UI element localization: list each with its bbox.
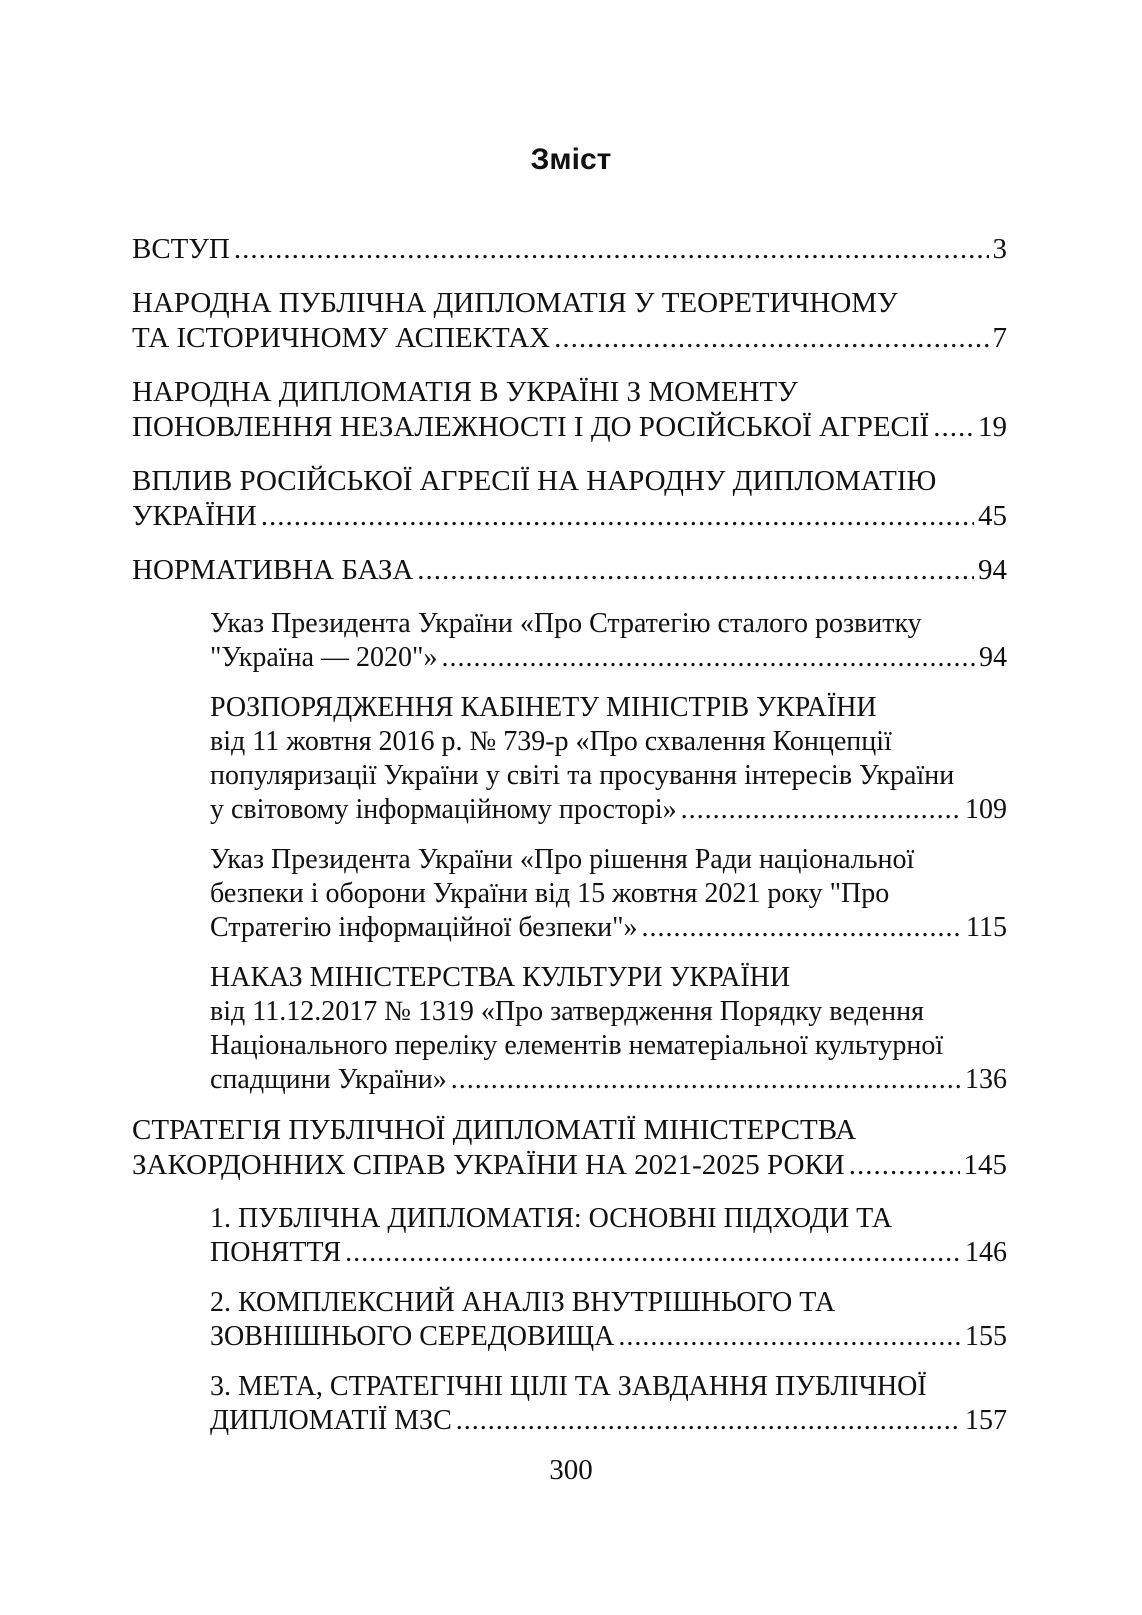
toc-entry-line: ДИПЛОМАТІЇ МЗС [210, 1405, 452, 1436]
toc-entry-line: ЗАКОРДОННИХ СПРАВ УКРАЇНИ НА 2021-2025 РОКИ [132, 1149, 845, 1181]
toc-entry-line: ПОНОВЛЕННЯ НЕЗАЛЕЖНОСТІ І ДО РОСІЙСЬКОЇ АГРЕСІЇ [132, 411, 930, 443]
toc-entry[interactable] [210, 691, 1007, 827]
toc-entry-last-line [210, 911, 1007, 945]
toc-entry-line: ВСТУП [132, 233, 230, 265]
dot-leader [681, 793, 961, 827]
toc-entry-last-line [210, 641, 1007, 675]
toc-entry-last-line [132, 1148, 1007, 1183]
dot-leader [849, 1148, 960, 1183]
dot-leader [933, 410, 974, 445]
toc-entry-line: спадщини України» [210, 1064, 447, 1095]
toc-entry-line: ПОНЯТТЯ [210, 1237, 342, 1268]
toc-entry[interactable] [210, 1286, 1007, 1354]
table-of-contents [132, 232, 1007, 1454]
dot-leader [618, 1320, 961, 1354]
toc-entry[interactable] [132, 232, 1007, 267]
toc-page-number: 109 [965, 794, 1007, 825]
dot-leader [456, 1404, 961, 1438]
toc-entry[interactable] [210, 843, 1007, 945]
toc-entry-line: популяризації України у світі та просування інтересів України [210, 760, 955, 791]
toc-entry[interactable] [132, 553, 1007, 588]
dot-leader [642, 911, 963, 945]
toc-entry-last-line [132, 410, 1007, 445]
toc-entry-line: у світовому інформаційному просторі» [210, 794, 677, 825]
page-number: 300 [549, 1454, 593, 1486]
toc-entry-line: НАРОДНА ДИПЛОМАТІЯ В УКРАЇНІ З МОМЕНТУ [132, 376, 798, 408]
toc-entry-line: "Україна — 2020"» [210, 642, 438, 673]
toc-entry-line: Стратегію інформаційної безпеки"» [210, 912, 638, 943]
page-title: Зміст [530, 143, 612, 176]
dot-leader [451, 1063, 961, 1097]
toc-entry[interactable] [132, 286, 1007, 356]
toc-page-number: 136 [965, 1064, 1007, 1095]
toc-entry-last-line [210, 1404, 1007, 1438]
toc-entry[interactable] [210, 607, 1007, 675]
toc-entry[interactable] [132, 464, 1007, 534]
toc-entry-line: від 11.12.2017 № 1319 «Про затвердження Порядку ведення [210, 996, 924, 1027]
toc-page-number: 115 [966, 912, 1007, 943]
toc-entry-line: безпеки і оборони України від 15 жовтня 2021 року "Про [210, 878, 890, 909]
toc-entry-last-line [210, 1063, 1007, 1097]
dot-leader [234, 232, 989, 267]
toc-entry-line: 2. КОМПЛЕКСНИЙ АНАЛІЗ ВНУТРІШНЬОГО ТА [210, 1287, 836, 1318]
dot-leader [554, 321, 988, 356]
toc-entry-last-line [132, 499, 1007, 534]
toc-page-number: 145 [963, 1149, 1007, 1181]
toc-page-number: 3 [992, 233, 1007, 265]
toc-entry-line: Указ Президента України «Про рішення Ради національної [210, 844, 915, 875]
toc-entry[interactable] [210, 1370, 1007, 1438]
toc-entry-line: Національного переліку елементів нематеріальної культурної [210, 1030, 944, 1061]
toc-entry-last-line [210, 793, 1007, 827]
toc-entry-line: НАРОДНА ПУБЛІЧНА ДИПЛОМАТІЯ У ТЕОРЕТИЧНОМУ [132, 287, 898, 319]
dot-leader [261, 499, 974, 534]
toc-page-number: 155 [965, 1321, 1007, 1352]
toc-page-number: 94 [978, 554, 1007, 586]
toc-page-number: 94 [979, 642, 1007, 673]
toc-entry-line: ВПЛИВ РОСІЙСЬКОЇ АГРЕСІЇ НА НАРОДНУ ДИПЛОМАТІЮ [132, 465, 937, 497]
toc-entry-line: ЗОВНІШНЬОГО СЕРЕДОВИЩА [210, 1321, 615, 1352]
dot-leader [441, 641, 975, 675]
toc-entry-last-line [132, 553, 1007, 588]
toc-entry-line: НОРМАТИВНА БАЗА [132, 554, 414, 586]
toc-entry-line: від 11 жовтня 2016 р. № 739-р «Про схвалення Концепції [210, 726, 892, 757]
toc-entry-line: ТА ІСТОРИЧНОМУ АСПЕКТАХ [132, 322, 551, 354]
toc-entry-line: УКРАЇНИ [132, 500, 257, 532]
toc-entry[interactable] [210, 1202, 1007, 1270]
toc-entry[interactable] [210, 961, 1007, 1097]
toc-entry-line: 1. ПУБЛІЧНА ДИПЛОМАТІЯ: ОСНОВНІ ПІДХОДИ ТА [210, 1203, 893, 1234]
toc-entry-line: НАКАЗ МІНІСТЕРСТВА КУЛЬТУРИ УКРАЇНИ [210, 962, 791, 993]
toc-entry-last-line [132, 232, 1007, 267]
toc-page-number: 7 [992, 322, 1007, 354]
toc-entry[interactable] [132, 375, 1007, 445]
toc-entry-last-line [210, 1236, 1007, 1270]
toc-entry-last-line [132, 321, 1007, 356]
toc-entry-line: РОЗПОРЯДЖЕННЯ КАБІНЕТУ МІНІСТРІВ УКРАЇНИ [210, 692, 877, 723]
toc-page-number: 146 [965, 1237, 1007, 1268]
dot-leader [345, 1236, 961, 1270]
toc-entry-line: Указ Президента України «Про Стратегію сталого розвитку [210, 608, 922, 639]
toc-entry[interactable] [132, 1113, 1007, 1183]
dot-leader [417, 553, 974, 588]
toc-page-number: 19 [978, 411, 1007, 443]
toc-entry-line: СТРАТЕГІЯ ПУБЛІЧНОЇ ДИПЛОМАТІЇ МІНІСТЕРСТВА [132, 1114, 857, 1146]
toc-entry-last-line [210, 1320, 1007, 1354]
toc-page-number: 157 [965, 1405, 1007, 1436]
toc-entry-line: 3. МЕТА, СТРАТЕГІЧНІ ЦІЛІ ТА ЗАВДАННЯ ПУБЛІЧНОЇ [210, 1371, 927, 1402]
toc-page-number: 45 [978, 500, 1007, 532]
